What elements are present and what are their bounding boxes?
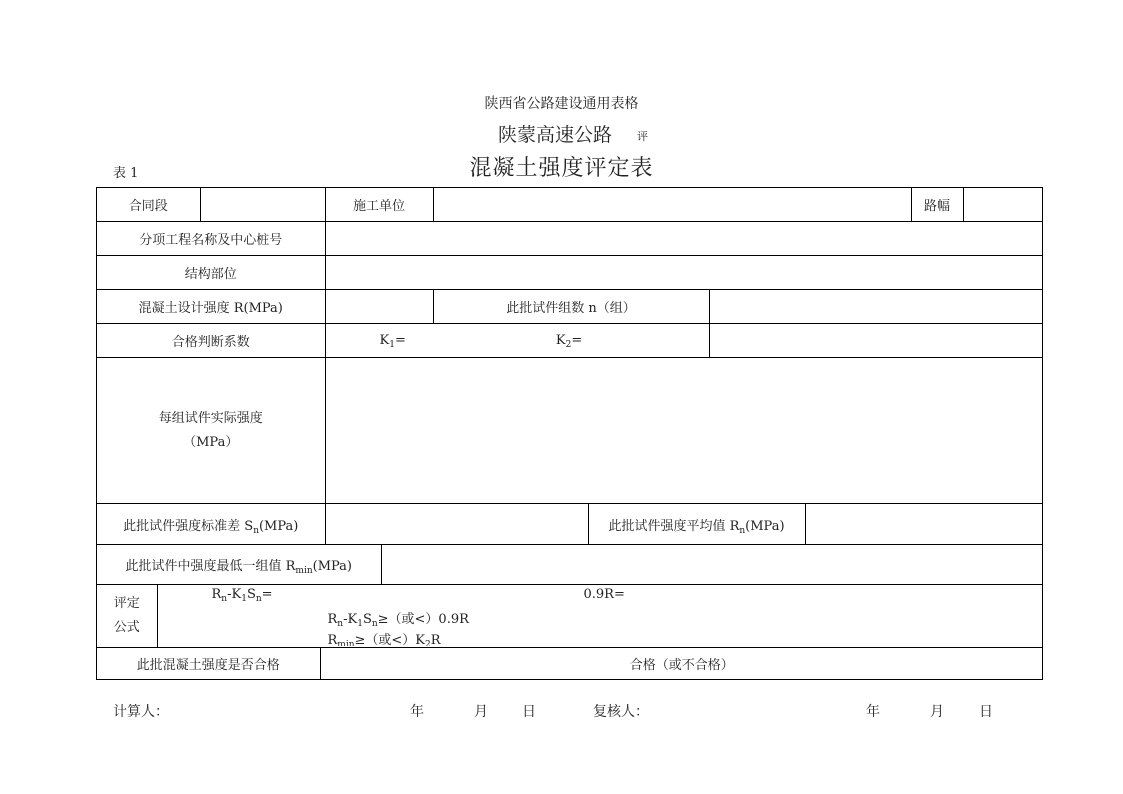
builder-field[interactable] xyxy=(433,188,911,221)
structure-field[interactable] xyxy=(325,256,1043,289)
formula-line-3: $R_n-K_1S_n\ge$（或<）0.9R xyxy=(327,612,469,629)
pass-label: 此批混凝土强度是否合格 xyxy=(136,658,280,673)
contract-row xyxy=(97,188,1043,222)
calc-day-label: 日 xyxy=(522,704,536,720)
std-dev-field[interactable] xyxy=(325,504,588,544)
project-suffix: 评 xyxy=(637,130,648,143)
coefficient-row xyxy=(97,324,1043,358)
width-field[interactable] xyxy=(963,188,1043,221)
formula-line-1: $R_n-K_1S_n=$ xyxy=(211,587,273,604)
k2-value: $K_2=$ xyxy=(555,333,583,350)
builder-label: 施工单位 xyxy=(325,188,433,221)
design-strength-label: 混凝土设计强度 R(MPa) xyxy=(138,301,283,316)
calc-month-label: 月 xyxy=(474,704,488,720)
project-name: 陕蒙高速公路 xyxy=(498,124,613,146)
formula-label xyxy=(97,585,157,647)
average-label: 此批试件强度平均值 $R_n(MPa)$ xyxy=(588,504,805,544)
width-label: 路幅 xyxy=(911,188,963,221)
page-title: 混凝土强度评定表 xyxy=(469,156,654,181)
reviewer-label: 复核人： xyxy=(593,704,649,720)
minimum-row xyxy=(97,545,1043,585)
formula-line-4: $R_{min}\ge$（或$<)K_2R$ xyxy=(327,633,441,646)
std-dev-label: 此批试件强度标准差 $S_n(MPa)$ xyxy=(123,518,299,536)
table-number: 表 1 xyxy=(113,166,139,181)
actual-strength-row xyxy=(97,358,1043,504)
actual-strength-label-line1: 每组试件实际强度 xyxy=(158,410,263,426)
pass-row xyxy=(97,648,1043,680)
evaluation-form xyxy=(96,187,1043,680)
formula-content[interactable] xyxy=(157,585,1043,647)
minimum-label: 此批试件中强度最低一组值 $R_{min}(MPa)$ xyxy=(125,559,352,576)
pass-field[interactable]: 合格（或不合格） xyxy=(320,648,1043,679)
review-year-label: 年 xyxy=(866,704,880,720)
formula-line-2: 0.9R= xyxy=(583,587,625,602)
minimum-field[interactable] xyxy=(381,545,1043,584)
design-strength-field[interactable] xyxy=(325,290,433,323)
sub-project-field[interactable] xyxy=(325,222,1043,255)
actual-strength-label xyxy=(97,358,325,503)
actual-strength-field[interactable] xyxy=(325,358,1043,503)
contract-field[interactable] xyxy=(200,188,325,221)
coefficient-label: 合格判断系数 xyxy=(171,335,250,350)
formula-label-line2: 公式 xyxy=(113,620,140,635)
form-series-title: 陕西省公路建设通用表格 xyxy=(484,96,639,112)
calculator-label: 计算人： xyxy=(113,704,169,720)
coefficient-extra[interactable] xyxy=(709,324,1043,357)
actual-strength-label-line2: （MPa） xyxy=(183,434,239,450)
review-day-label: 日 xyxy=(979,704,993,720)
calc-year-label: 年 xyxy=(410,704,424,720)
structure-label: 结构部位 xyxy=(184,267,237,282)
sub-project-row xyxy=(97,222,1043,256)
group-count-field[interactable] xyxy=(709,290,1043,323)
coefficient-values[interactable] xyxy=(325,324,709,357)
design-strength-row xyxy=(97,290,1043,324)
contract-label: 合同段 xyxy=(128,199,168,214)
structure-row xyxy=(97,256,1043,290)
statistics-row xyxy=(97,504,1043,545)
review-month-label: 月 xyxy=(930,704,944,720)
average-field[interactable] xyxy=(805,504,1043,544)
group-count-label: 此批试件组数 n（组） xyxy=(433,290,709,323)
formula-row xyxy=(97,585,1043,648)
formula-label-line1: 评定 xyxy=(113,596,140,611)
sub-project-label: 分项工程名称及中心桩号 xyxy=(139,233,283,248)
k1-value: $K_1=$ xyxy=(379,333,406,350)
